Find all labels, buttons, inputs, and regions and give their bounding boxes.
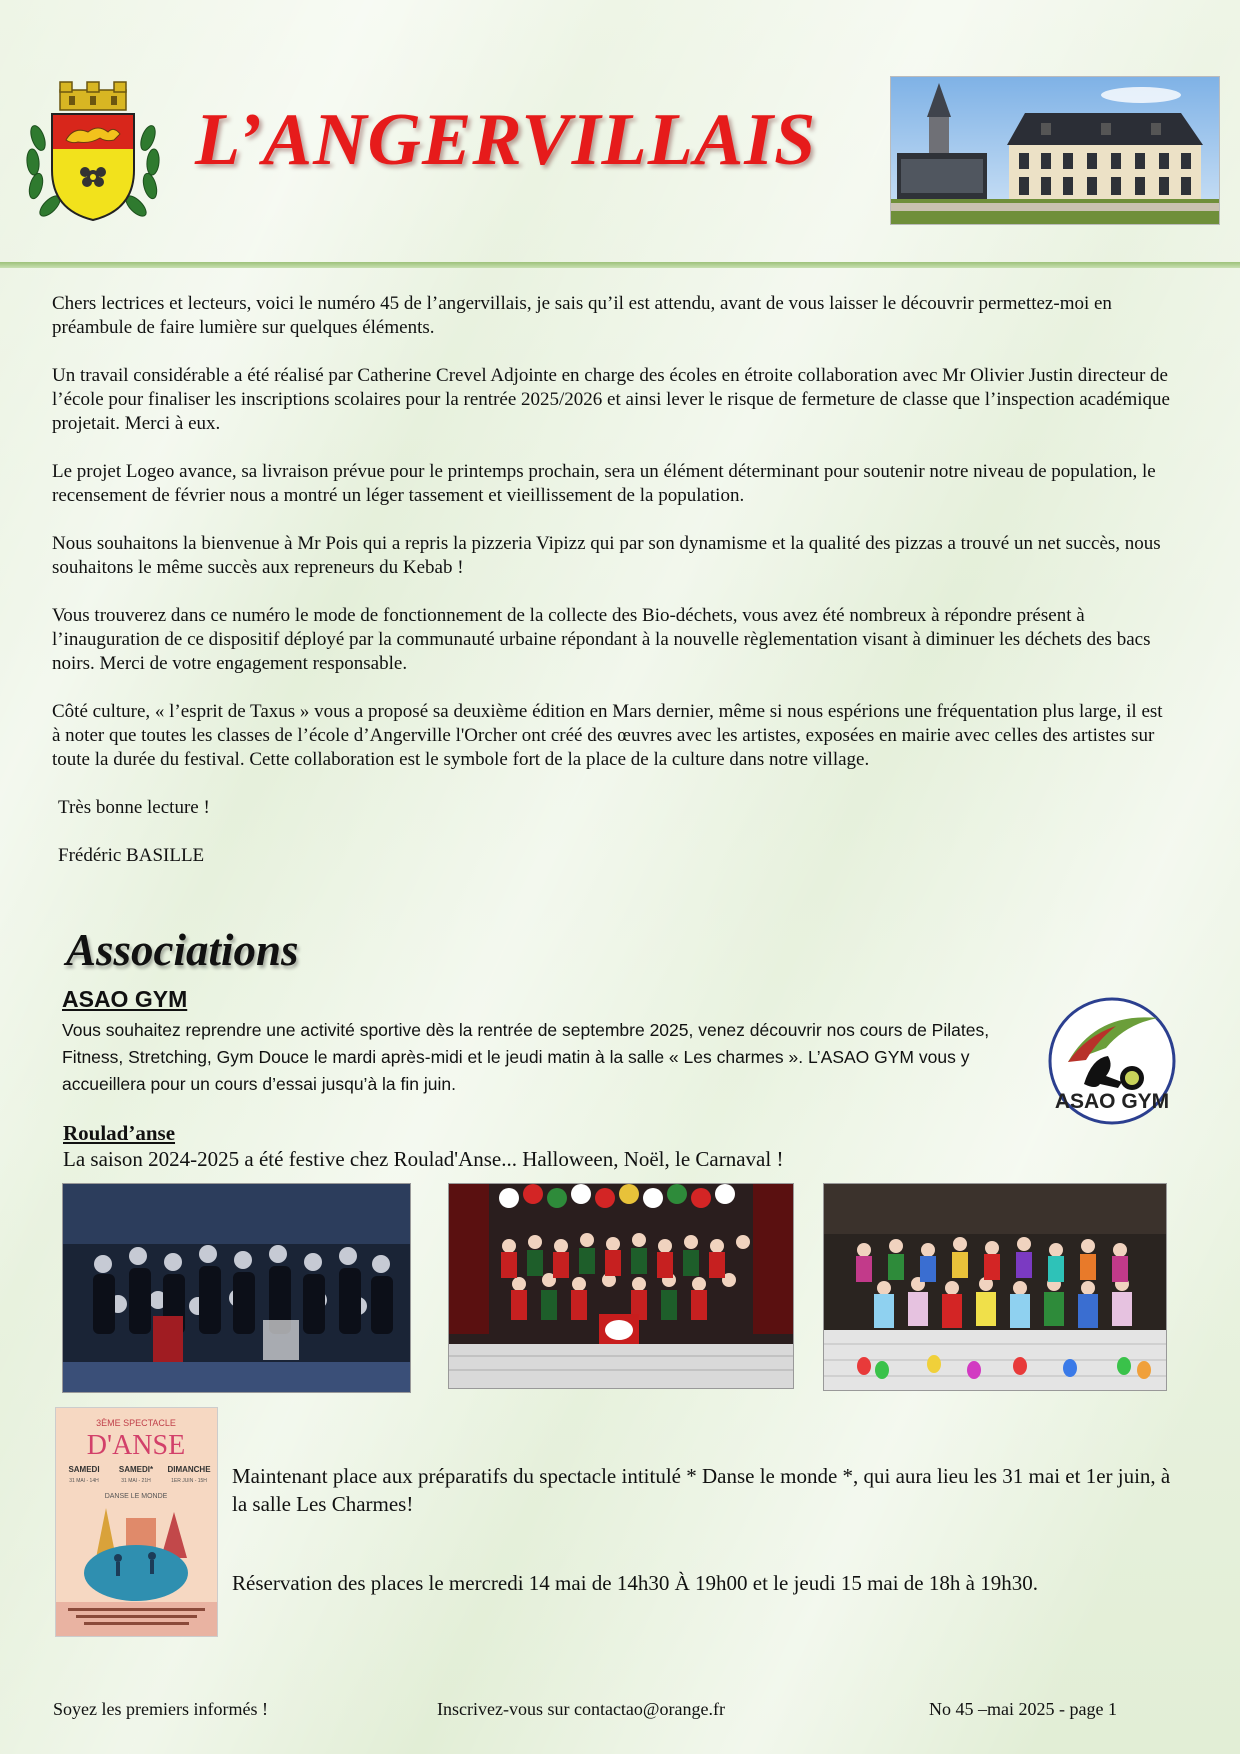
- footer-contact: Inscrivez-vous sur contactao@orange.fr: [437, 1699, 725, 1719]
- reservation-info: Réservation des places le mercredi 14 mai de 14h30 À 19h00 et le jeudi 15 mai de 18h à 19h30.: [232, 1571, 1038, 1595]
- poster-date: 31 MAI - 21H: [121, 1478, 151, 1484]
- roulad-anse-text: La saison 2024-2025 a été festive chez Roulad'Anse... Halloween, Noël, le Carnaval !: [63, 1147, 784, 1171]
- poster-date: 31 MAI - 14H: [69, 1478, 99, 1484]
- carnival-group-photo: [823, 1183, 1167, 1391]
- editorial-paragraph: Nous souhaitons la bienvenue à Mr Pois qui a repris la pizzeria Vipizz qui par son dynamisme et la qualité des pizzas a trouvé un net succès, nous souhaitons le même succès aux repreneurs du Kebab !: [52, 533, 1161, 578]
- asao-gym-logo: [1046, 996, 1178, 1126]
- halloween-group-photo: [62, 1183, 411, 1393]
- poster-day: DIMANCHE: [167, 1465, 211, 1474]
- editorial-closing: Très bonne lecture !: [58, 797, 210, 818]
- asao-gym-text: Vous souhaitez reprendre une activité sportive dès la rentrée de septembre 2025, venez découvrir nos cours de Pilates, Fitness, Stretching, Gym Douce le mardi après-midi et le jeudi matin à la salle « Les charmes ». L’ASAO GYM vous y accueillera pour un cours d’essai jusqu’à la fin juin.: [62, 1020, 990, 1094]
- poster-kicker: 3ÈME SPECTACLE: [96, 1418, 176, 1428]
- editorial: [52, 292, 1172, 892]
- poster-title: D'ANSE: [86, 1430, 186, 1461]
- editorial-signature: Frédéric BASILLE: [58, 845, 205, 866]
- poster-day: SAMEDI*: [118, 1465, 154, 1474]
- newsletter-title: L’ANGERVILLAIS: [195, 99, 817, 181]
- header-divider: [0, 262, 1240, 268]
- poster-day: SAMEDI: [68, 1465, 100, 1474]
- editorial-paragraph: Un travail considérable a été réalisé par Catherine Crevel Adjointe en charge des écoles en étroite collaboration avec Mr Olivier Justin directeur de l’école pour finaliser les inscriptions scolaires pour la rentrée 2025/2026 et ainsi lever le risque de fermeture de classe que l’inspection académique projetait. Merci à eux.: [52, 365, 1170, 434]
- asao-gym-heading: ASAO GYM: [62, 986, 188, 1012]
- footer-tagline: Soyez les premiers informés !: [53, 1699, 268, 1719]
- editorial-paragraph: Chers lectrices et lecteurs, voici le numéro 45 de l’angervillais, je sais qu’il est attendu, avant de vous laisser le découvrir permettez-moi en préambule de faire lumière sur quelques éléments.: [52, 293, 1112, 338]
- town-hall-photo: [890, 76, 1220, 225]
- roulad-anse-heading: Roulad’anse: [63, 1121, 176, 1145]
- poster-date: 1ER JUIN - 15H: [171, 1478, 207, 1484]
- section-title-associations: Associations: [66, 925, 299, 975]
- editorial-paragraph: Vous trouverez dans ce numéro le mode de fonctionnement de la collecte des Bio-déchets, vous avez été nombreux à répondre présent à l’inauguration de ce dispositif déployé par la communauté urbaine répondant à la nouvelle règlementation visant à diminuer les déchets des bacs noirs. Merci de votre engagement responsable.: [52, 605, 1151, 674]
- asao-logo-text: ASAO GYM: [1054, 1090, 1170, 1113]
- spectacle-announcement: Maintenant place aux préparatifs du spectacle intitulé * Danse le monde *, qui aura lieu les 31 mai et 1er juin, à la salle Les Charmes!: [232, 1464, 1171, 1516]
- footer-page-info: No 45 –mai 2025 - page 1: [929, 1699, 1117, 1719]
- christmas-group-photo: [448, 1183, 794, 1389]
- coat-of-arms-logo: [22, 78, 164, 228]
- editorial-paragraph: Côté culture, « l’esprit de Taxus » vous a proposé sa deuxième édition en Mars dernier, même si nous espérions une fréquentation plus large, il est à noter que toutes les classes de l’école d’Angerville l'Orcher ont créé des œuvres avec les artistes, exposées en mairie avec celles des artistes sur toute la durée du festival. Cette collaboration est le symbole fort de la place de la culture dans notre village.: [52, 701, 1163, 770]
- poster-theme: DANSE LE MONDE: [104, 1493, 168, 1500]
- editorial-paragraph: Le projet Logeo avance, sa livraison prévue pour le printemps prochain, sera un élément déterminant pour soutenir notre niveau de population, le recensement de février nous a montré un léger tassement et vieillissement de la population.: [52, 461, 1156, 506]
- dance-show-poster: [55, 1407, 218, 1637]
